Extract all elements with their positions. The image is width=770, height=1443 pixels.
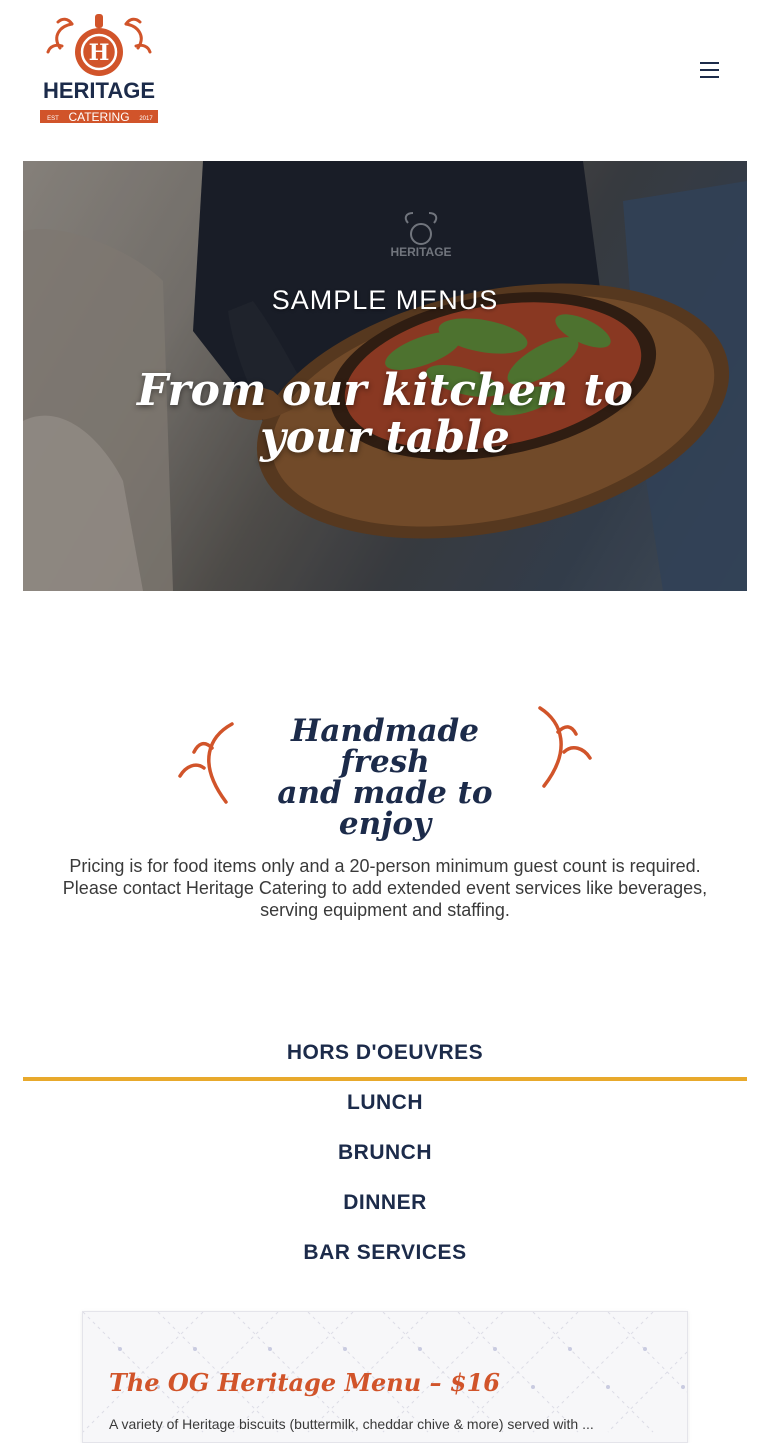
heritage-catering-logo[interactable]: [38, 12, 160, 126]
site-header: [0, 0, 770, 160]
hero-title-line-2: your table: [260, 412, 510, 463]
sprig-right-icon: [532, 704, 596, 792]
intro-heading-line-2: and made to: [277, 775, 493, 811]
menu-card: [82, 1311, 688, 1443]
hero-eyebrow: SAMPLE MENUS: [271, 285, 499, 315]
tab-dinner[interactable]: DINNER: [343, 1191, 427, 1214]
logo-wordmark: HERITAGE: [42, 78, 156, 103]
tab-hors-doeuvres[interactable]: HORS D'OEUVRES: [286, 1041, 484, 1064]
logo-est: EST: [47, 116, 59, 122]
menu-card-title: The OG Heritage Menu – $16: [109, 1368, 500, 1397]
pricing-notice: Pricing is for food items only and a 20-person minimum guest count is required. Please contact Heritage Catering to add extended event services like beverages, serving equipment and staffing.: [62, 856, 708, 920]
tab-bar-services[interactable]: BAR SERVICES: [303, 1241, 467, 1264]
sprig-left-icon: [174, 718, 238, 806]
logo-subtitle: CATERING: [68, 110, 130, 124]
hero-title: [23, 367, 747, 461]
intro-heading-line-3: enjoy: [338, 806, 432, 842]
intro-heading: [250, 713, 520, 842]
svg-text:H: H: [88, 40, 110, 66]
hero-title-line-1: From our kitchen to: [137, 365, 633, 416]
hamburger-menu-icon[interactable]: [696, 58, 724, 82]
tab-lunch[interactable]: LUNCH: [347, 1091, 423, 1114]
logo-year: 2017: [139, 116, 153, 122]
menu-card-description: A variety of Heritage biscuits (buttermilk, cheddar chive & more) served with ...: [109, 1416, 594, 1432]
intro-heading-line-1: Handmade fresh: [291, 713, 479, 780]
active-tab-underline: [23, 1077, 747, 1081]
tab-brunch[interactable]: BRUNCH: [338, 1141, 432, 1164]
hero-banner: [23, 161, 747, 591]
svg-text:HERITAGE: HERITAGE: [390, 245, 452, 259]
